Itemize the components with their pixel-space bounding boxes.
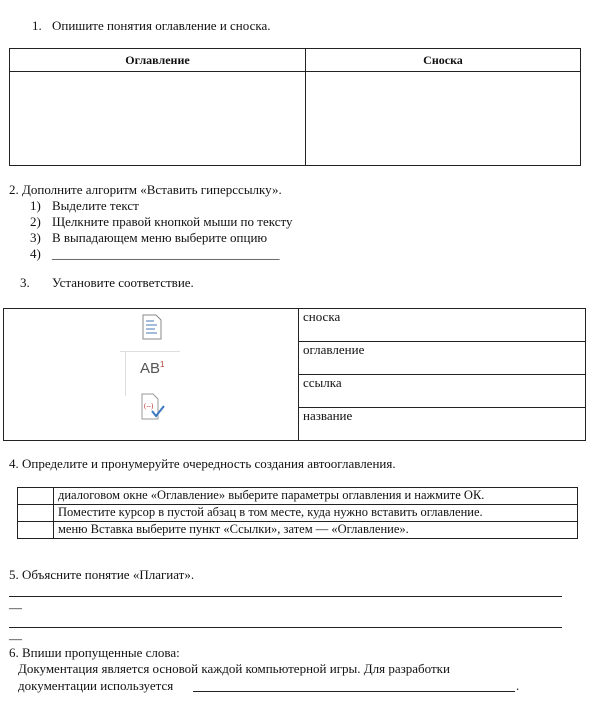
- step-num: 3): [30, 230, 41, 245]
- q3-table: [3, 308, 586, 441]
- step-cell: Поместите курсор в пустой абзац в том месте, куда нужно вставить оглавление.: [54, 505, 578, 522]
- q5-title: 5. Объясните понятие «Плагиат».: [9, 567, 195, 582]
- option-cell: сноска: [299, 309, 586, 342]
- option-cell: ссылка: [299, 375, 586, 408]
- q1-number: 1.: [32, 18, 42, 33]
- table-of-contents-icon: [142, 314, 162, 340]
- answer-cell-footnote[interactable]: [306, 72, 581, 166]
- option-cell: оглавление: [299, 342, 586, 375]
- icon-divider: [120, 351, 180, 352]
- answer-cell-contents[interactable]: [10, 72, 306, 166]
- fill-blank[interactable]: [193, 691, 515, 692]
- option-cell: название: [299, 408, 586, 441]
- order-input[interactable]: [18, 505, 54, 522]
- q6-title: 6. Впиши пропущенные слова:: [9, 645, 180, 660]
- q1-text: Опишите понятия оглавление и сноска.: [52, 18, 271, 33]
- q3-text: Установите соответствие.: [52, 275, 194, 290]
- order-input[interactable]: [18, 522, 54, 539]
- order-input[interactable]: [18, 488, 54, 505]
- step-num: 1): [30, 198, 41, 213]
- step-text: Выделите текст: [52, 198, 139, 213]
- citation-check-icon: [141, 393, 167, 421]
- step-text: Щелкните правой кнопкой мыши по тексту: [52, 214, 293, 229]
- line-dash: —: [9, 600, 22, 615]
- header-footnote: Сноска: [306, 49, 581, 72]
- step-num: 2): [30, 214, 41, 229]
- line-dash: —: [9, 631, 22, 646]
- q4-title: 4. Определите и пронумеруйте очередность создания автооглавления.: [9, 456, 396, 471]
- q2-title: 2. Дополните алгоритм «Вставить гиперссылку».: [9, 182, 282, 197]
- q3-number: 3.: [20, 275, 30, 290]
- step-cell: диалоговом окне «Оглавление» выберите параметры оглавления и нажмите ОК.: [54, 488, 578, 505]
- q4-table: [17, 487, 578, 539]
- answer-line[interactable]: [9, 627, 562, 628]
- q6-line2: документации используется: [18, 678, 174, 693]
- q6-end: .: [516, 678, 520, 693]
- icon-label: AB: [140, 360, 161, 377]
- icon-sup: 1: [160, 360, 165, 369]
- q6-line1: Документация является основой каждой компьютерной игры. Для разработки: [18, 661, 450, 676]
- step-text: В выпадающем меню выберите опцию: [52, 230, 268, 245]
- step-blank[interactable]: ___________________________________: [52, 246, 280, 261]
- q1-table: [9, 48, 581, 166]
- step-num: 4): [30, 246, 41, 261]
- icon-divider: [125, 351, 126, 396]
- header-contents: Оглавление: [10, 49, 306, 72]
- answer-line[interactable]: [9, 596, 562, 597]
- step-cell: меню Вставка выберите пункт «Ссылки», затем — «Оглавление».: [54, 522, 578, 539]
- icons-cell: [4, 309, 299, 441]
- svg-text:(--): (--): [144, 402, 154, 410]
- insert-footnote-icon: [140, 360, 164, 377]
